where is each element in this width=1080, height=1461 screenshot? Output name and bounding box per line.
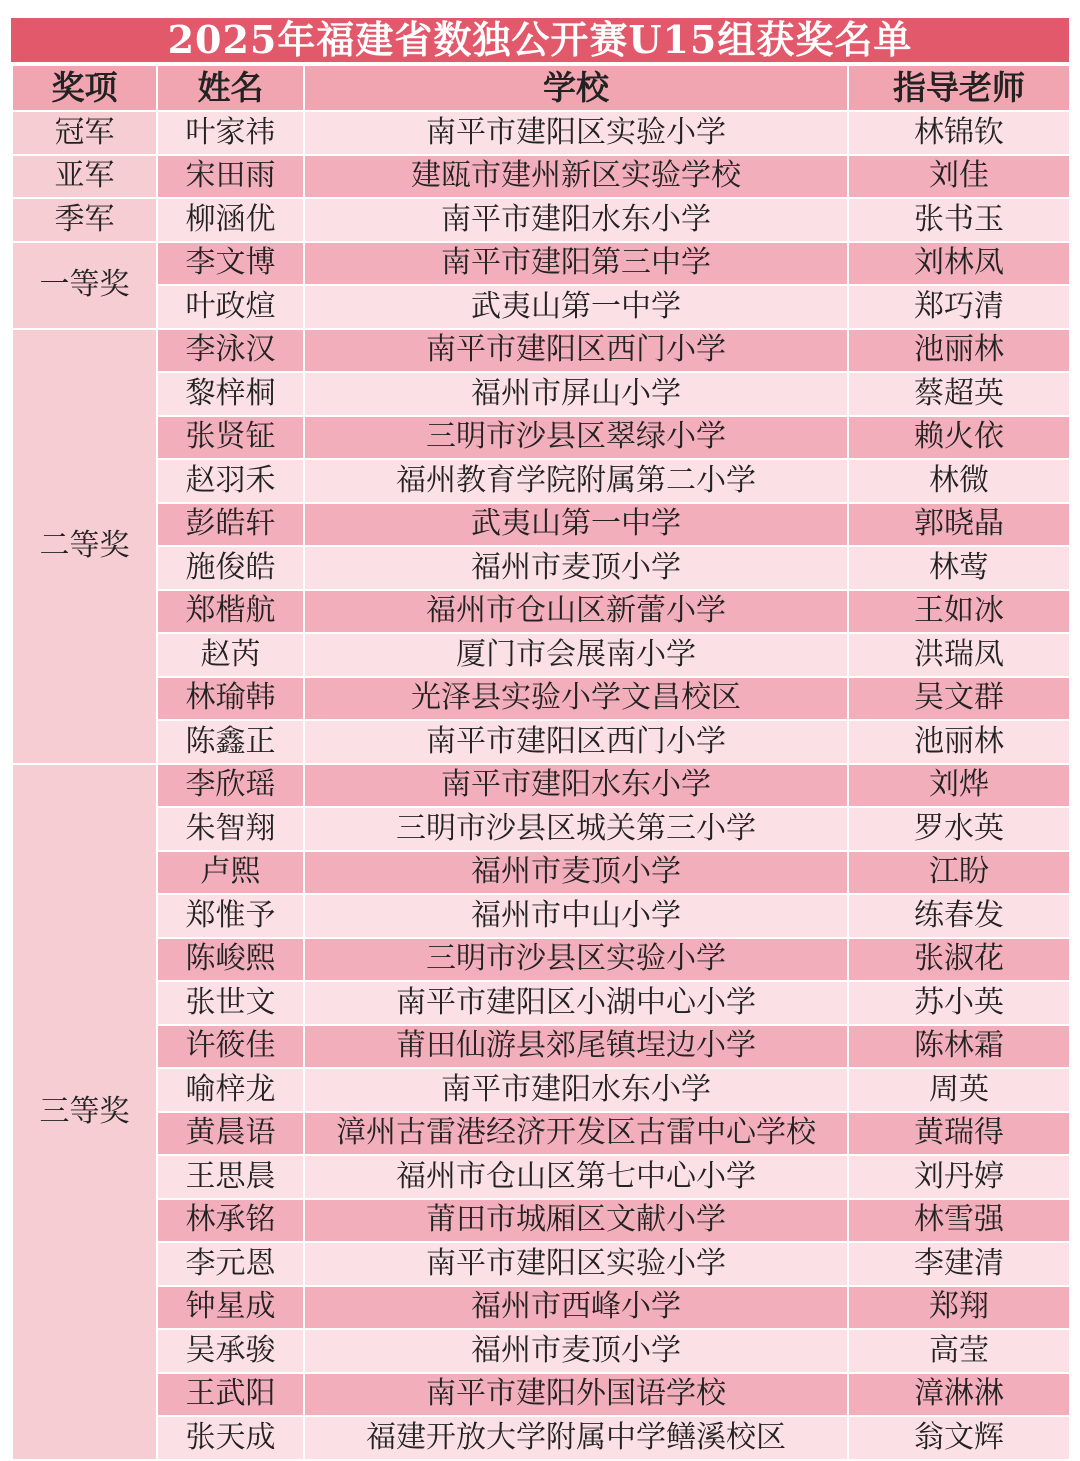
school-cell: 南平市建阳区实验小学 bbox=[305, 1243, 847, 1287]
award-cell: 季军 bbox=[13, 199, 156, 243]
table-row bbox=[13, 243, 1069, 287]
school-cell: 厦门市会展南小学 bbox=[305, 634, 847, 678]
school-cell: 武夷山第一中学 bbox=[305, 504, 847, 548]
school-cell: 南平市建阳区西门小学 bbox=[305, 721, 847, 765]
table-row bbox=[13, 1374, 1069, 1418]
teacher-cell: 刘林凤 bbox=[849, 243, 1069, 287]
teacher-cell: 池丽林 bbox=[849, 721, 1069, 765]
teacher-cell: 刘丹婷 bbox=[849, 1156, 1069, 1200]
teacher-cell: 江盼 bbox=[849, 852, 1069, 896]
table-row bbox=[13, 1156, 1069, 1200]
teacher-cell: 郑巧清 bbox=[849, 286, 1069, 330]
school-cell: 建瓯市建州新区实验学校 bbox=[305, 156, 847, 200]
table-row bbox=[13, 982, 1069, 1026]
school-cell: 福州教育学院附属第二小学 bbox=[305, 460, 847, 504]
name-cell: 叶政煊 bbox=[158, 286, 303, 330]
name-cell: 钟星成 bbox=[158, 1287, 303, 1331]
header-school: 学校 bbox=[305, 66, 847, 112]
award-table bbox=[11, 66, 1071, 1461]
school-cell: 南平市建阳外国语学校 bbox=[305, 1374, 847, 1418]
table-row bbox=[13, 460, 1069, 504]
name-cell: 赵羽禾 bbox=[158, 460, 303, 504]
table-row bbox=[13, 199, 1069, 243]
teacher-cell: 蔡超英 bbox=[849, 373, 1069, 417]
table-row bbox=[13, 417, 1069, 461]
school-cell: 福州市中山小学 bbox=[305, 895, 847, 939]
school-cell: 武夷山第一中学 bbox=[305, 286, 847, 330]
name-cell: 彭皓轩 bbox=[158, 504, 303, 548]
name-cell: 张天成 bbox=[158, 1417, 303, 1461]
teacher-cell: 郑翔 bbox=[849, 1287, 1069, 1331]
table-row bbox=[13, 1330, 1069, 1374]
teacher-cell: 刘佳 bbox=[849, 156, 1069, 200]
teacher-cell: 吴文群 bbox=[849, 678, 1069, 722]
school-cell: 福州市麦顶小学 bbox=[305, 1330, 847, 1374]
teacher-cell: 林雪强 bbox=[849, 1200, 1069, 1244]
table-row bbox=[13, 504, 1069, 548]
school-cell: 南平市建阳区实验小学 bbox=[305, 112, 847, 156]
teacher-cell: 漳淋淋 bbox=[849, 1374, 1069, 1418]
table-row bbox=[13, 1026, 1069, 1070]
name-cell: 施俊皓 bbox=[158, 547, 303, 591]
teacher-cell: 李建清 bbox=[849, 1243, 1069, 1287]
teacher-cell: 林微 bbox=[849, 460, 1069, 504]
name-cell: 朱智翔 bbox=[158, 808, 303, 852]
teacher-cell: 苏小英 bbox=[849, 982, 1069, 1026]
table-header-row bbox=[13, 66, 1069, 112]
table-row bbox=[13, 765, 1069, 809]
page-title: 2025年福建省数独公开赛U15组获奖名单 bbox=[11, 18, 1069, 62]
name-cell: 叶家祎 bbox=[158, 112, 303, 156]
name-cell: 李文博 bbox=[158, 243, 303, 287]
table-row bbox=[13, 286, 1069, 330]
table-body bbox=[13, 112, 1069, 1461]
table-row bbox=[13, 373, 1069, 417]
name-cell: 郑惟予 bbox=[158, 895, 303, 939]
award-cell: 一等奖 bbox=[13, 243, 156, 330]
name-cell: 赵芮 bbox=[158, 634, 303, 678]
school-cell: 福州市仓山区第七中心小学 bbox=[305, 1156, 847, 1200]
table-row bbox=[13, 330, 1069, 374]
school-cell: 南平市建阳第三中学 bbox=[305, 243, 847, 287]
name-cell: 喻梓龙 bbox=[158, 1069, 303, 1113]
teacher-cell: 张淑花 bbox=[849, 939, 1069, 983]
teacher-cell: 练春发 bbox=[849, 895, 1069, 939]
school-cell: 莆田市城厢区文献小学 bbox=[305, 1200, 847, 1244]
table-row bbox=[13, 591, 1069, 635]
name-cell: 李欣瑶 bbox=[158, 765, 303, 809]
table-row bbox=[13, 939, 1069, 983]
school-cell: 南平市建阳水东小学 bbox=[305, 199, 847, 243]
table-row bbox=[13, 1417, 1069, 1461]
name-cell: 柳涵优 bbox=[158, 199, 303, 243]
school-cell: 漳州古雷港经济开发区古雷中心学校 bbox=[305, 1113, 847, 1157]
award-cell: 冠军 bbox=[13, 112, 156, 156]
school-cell: 福建开放大学附属中学鳝溪校区 bbox=[305, 1417, 847, 1461]
name-cell: 黎梓桐 bbox=[158, 373, 303, 417]
school-cell: 福州市屏山小学 bbox=[305, 373, 847, 417]
school-cell: 三明市沙县区翠绿小学 bbox=[305, 417, 847, 461]
header-teacher: 指导老师 bbox=[849, 66, 1069, 112]
name-cell: 宋田雨 bbox=[158, 156, 303, 200]
school-cell: 三明市沙县区实验小学 bbox=[305, 939, 847, 983]
table-row bbox=[13, 1243, 1069, 1287]
school-cell: 福州市麦顶小学 bbox=[305, 547, 847, 591]
name-cell: 许筱佳 bbox=[158, 1026, 303, 1070]
name-cell: 黄晨语 bbox=[158, 1113, 303, 1157]
name-cell: 郑楷航 bbox=[158, 591, 303, 635]
teacher-cell: 高莹 bbox=[849, 1330, 1069, 1374]
school-cell: 南平市建阳水东小学 bbox=[305, 765, 847, 809]
teacher-cell: 陈林霜 bbox=[849, 1026, 1069, 1070]
table-row bbox=[13, 1069, 1069, 1113]
award-cell: 亚军 bbox=[13, 156, 156, 200]
table-row bbox=[13, 895, 1069, 939]
name-cell: 林瑜韩 bbox=[158, 678, 303, 722]
teacher-cell: 王如冰 bbox=[849, 591, 1069, 635]
table-row bbox=[13, 1287, 1069, 1331]
teacher-cell: 周英 bbox=[849, 1069, 1069, 1113]
table-row bbox=[13, 852, 1069, 896]
name-cell: 陈鑫正 bbox=[158, 721, 303, 765]
school-cell: 莆田仙游县郊尾镇埕边小学 bbox=[305, 1026, 847, 1070]
table-row bbox=[13, 1200, 1069, 1244]
table-row bbox=[13, 678, 1069, 722]
teacher-cell: 林锦钦 bbox=[849, 112, 1069, 156]
header-award: 奖项 bbox=[13, 66, 156, 112]
teacher-cell: 林莺 bbox=[849, 547, 1069, 591]
header-name: 姓名 bbox=[158, 66, 303, 112]
name-cell: 王思晨 bbox=[158, 1156, 303, 1200]
teacher-cell: 郭晓晶 bbox=[849, 504, 1069, 548]
name-cell: 张贤钲 bbox=[158, 417, 303, 461]
school-cell: 福州市仓山区新蕾小学 bbox=[305, 591, 847, 635]
name-cell: 卢熙 bbox=[158, 852, 303, 896]
teacher-cell: 洪瑞凤 bbox=[849, 634, 1069, 678]
award-cell: 二等奖 bbox=[13, 330, 156, 765]
teacher-cell: 刘烨 bbox=[849, 765, 1069, 809]
table-row bbox=[13, 721, 1069, 765]
table-row bbox=[13, 808, 1069, 852]
teacher-cell: 张书玉 bbox=[849, 199, 1069, 243]
name-cell: 吴承骏 bbox=[158, 1330, 303, 1374]
school-cell: 南平市建阳水东小学 bbox=[305, 1069, 847, 1113]
name-cell: 陈峻熙 bbox=[158, 939, 303, 983]
name-cell: 王武阳 bbox=[158, 1374, 303, 1418]
name-cell: 张世文 bbox=[158, 982, 303, 1026]
table-row bbox=[13, 547, 1069, 591]
school-cell: 福州市西峰小学 bbox=[305, 1287, 847, 1331]
award-cell: 三等奖 bbox=[13, 765, 156, 1461]
teacher-cell: 黄瑞得 bbox=[849, 1113, 1069, 1157]
table-row bbox=[13, 156, 1069, 200]
school-cell: 福州市麦顶小学 bbox=[305, 852, 847, 896]
school-cell: 三明市沙县区城关第三小学 bbox=[305, 808, 847, 852]
teacher-cell: 罗水英 bbox=[849, 808, 1069, 852]
teacher-cell: 翁文辉 bbox=[849, 1417, 1069, 1461]
teacher-cell: 赖火依 bbox=[849, 417, 1069, 461]
name-cell: 林承铭 bbox=[158, 1200, 303, 1244]
school-cell: 光泽县实验小学文昌校区 bbox=[305, 678, 847, 722]
table-row bbox=[13, 634, 1069, 678]
school-cell: 南平市建阳区小湖中心小学 bbox=[305, 982, 847, 1026]
table-row bbox=[13, 1113, 1069, 1157]
name-cell: 李元恩 bbox=[158, 1243, 303, 1287]
table-row bbox=[13, 112, 1069, 156]
school-cell: 南平市建阳区西门小学 bbox=[305, 330, 847, 374]
teacher-cell: 池丽林 bbox=[849, 330, 1069, 374]
name-cell: 李泳汉 bbox=[158, 330, 303, 374]
